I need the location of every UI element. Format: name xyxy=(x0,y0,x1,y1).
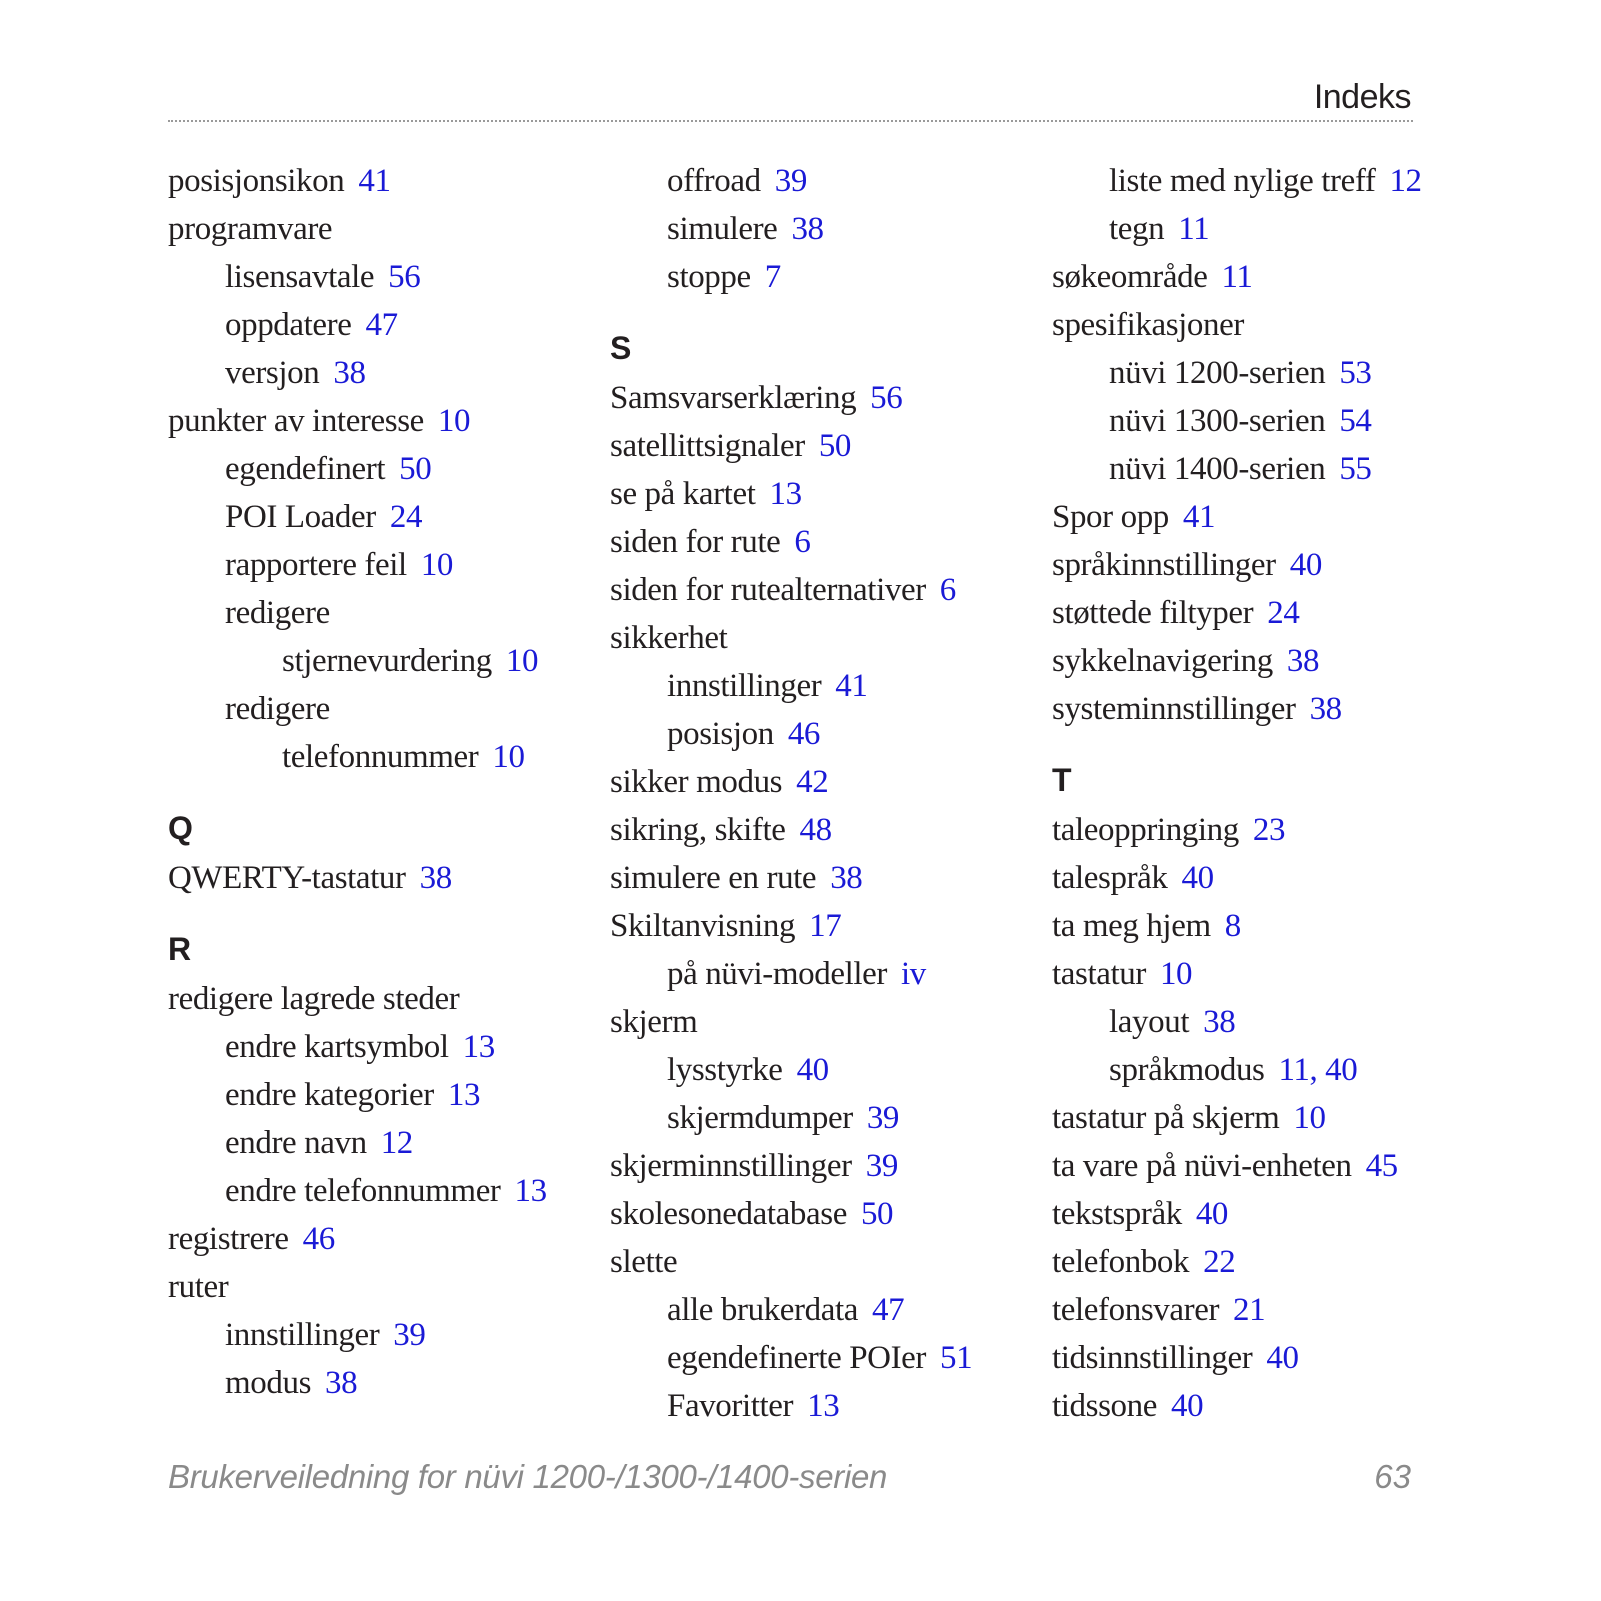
page-reference-link[interactable]: 7 xyxy=(764,259,781,295)
page-reference-link[interactable]: 38 xyxy=(1309,691,1342,727)
index-term: simulere en rute xyxy=(610,860,817,896)
index-entry xyxy=(1052,1286,1452,1334)
page-reference-link[interactable]: 40 xyxy=(1181,860,1214,896)
page-reference-link[interactable]: 40 xyxy=(796,1052,829,1088)
index-entry xyxy=(168,1263,588,1311)
index-entry xyxy=(1052,1142,1452,1190)
index-subentry xyxy=(168,637,588,685)
page-reference-link[interactable]: 40 xyxy=(1195,1196,1229,1232)
page-reference-link[interactable]: 13 xyxy=(514,1173,547,1209)
page-reference-link[interactable]: 23 xyxy=(1252,812,1286,848)
index-term: ta meg hjem xyxy=(1052,908,1211,944)
index-term: talespråk xyxy=(1052,860,1168,896)
page-reference-link[interactable]: 22 xyxy=(1203,1244,1236,1280)
index-entry xyxy=(168,854,588,902)
index-subentry xyxy=(168,1167,588,1215)
index-term: systeminnstillinger xyxy=(1052,691,1296,727)
index-subentry xyxy=(168,733,588,781)
index-term: Favoritter xyxy=(667,1388,794,1424)
page-reference-link[interactable]: 38 xyxy=(830,860,863,896)
index-term: liste med nylige treff xyxy=(1109,163,1376,199)
index-term: simulere xyxy=(667,211,778,247)
index-term: sikker modus xyxy=(610,764,783,800)
page-reference-link[interactable]: 50 xyxy=(860,1196,894,1232)
page-reference-link[interactable]: 10 xyxy=(505,643,539,679)
index-entry xyxy=(610,518,1030,566)
page-reference-link[interactable]: 39 xyxy=(866,1100,900,1136)
index-subentry xyxy=(610,1286,1030,1334)
index-subentry xyxy=(610,1382,1030,1430)
index-subentry xyxy=(1052,1046,1452,1094)
index-term: satellittsignaler xyxy=(610,428,805,464)
index-term: telefonbok xyxy=(1052,1244,1190,1280)
page-reference-link[interactable]: 38 xyxy=(1286,643,1320,679)
index-term: QWERTY-tastatur xyxy=(168,860,406,896)
page-reference-link[interactable]: 38 xyxy=(333,355,366,391)
index-term: endre kartsymbol xyxy=(225,1029,449,1065)
index-term: skjermdumper xyxy=(667,1100,853,1136)
index-letter-heading: R xyxy=(168,931,192,967)
index-subentry xyxy=(610,950,1030,998)
index-subentry xyxy=(168,541,588,589)
index-term: støttede filtyper xyxy=(1052,595,1254,631)
index-subentry xyxy=(168,493,588,541)
index-term: telefonsvarer xyxy=(1052,1292,1220,1328)
page-reference-link[interactable]: 39 xyxy=(774,163,807,199)
page-reference-link[interactable]: 41 xyxy=(358,163,391,199)
index-entry xyxy=(1052,806,1452,854)
index-term: endre telefonnummer xyxy=(225,1173,501,1209)
page-reference-link[interactable]: 45 xyxy=(1365,1148,1398,1184)
footer-page-number: 63 xyxy=(1374,1458,1411,1495)
index-column-3 xyxy=(1052,157,1452,1430)
index-term: endre kategorier xyxy=(225,1077,434,1113)
page-reference-link[interactable]: 47 xyxy=(871,1292,905,1328)
page-reference-link[interactable]: iv xyxy=(900,956,926,992)
index-entry xyxy=(610,854,1030,902)
index-subentry xyxy=(168,349,588,397)
index-term: nüvi 1200-serien xyxy=(1109,355,1326,391)
page-reference-link[interactable]: 46 xyxy=(787,716,821,752)
index-term: offroad xyxy=(667,163,761,199)
page-reference-link[interactable]: 39 xyxy=(393,1317,426,1353)
page-reference-link[interactable]: 38 xyxy=(791,211,824,247)
page-reference-link[interactable]: 40 xyxy=(1266,1340,1299,1376)
index-term: redigere xyxy=(225,691,330,727)
index-subentry xyxy=(610,205,1030,253)
index-term: tidsinnstillinger xyxy=(1052,1340,1253,1376)
page-header-title: Indeks xyxy=(1313,78,1411,116)
page-reference-link[interactable]: 56 xyxy=(870,380,903,416)
index-term: skjerminnstillinger xyxy=(610,1148,852,1184)
index-term: tidssone xyxy=(1052,1388,1157,1424)
index-entry xyxy=(168,1215,588,1263)
index-term: se på kartet xyxy=(610,476,756,512)
index-entry xyxy=(610,374,1030,422)
index-term: språkmodus xyxy=(1109,1052,1265,1088)
index-subentry xyxy=(1052,445,1452,493)
page-reference-link[interactable]: 10 xyxy=(1293,1100,1326,1136)
index-entry xyxy=(610,470,1030,518)
index-term: egendefinerte POIer xyxy=(667,1340,927,1376)
index-subentry xyxy=(610,157,1030,205)
index-term: tastatur xyxy=(1052,956,1146,992)
index-subentry xyxy=(168,253,588,301)
index-subentry xyxy=(610,253,1030,301)
index-entry xyxy=(1052,637,1452,685)
index-term: ta vare på nüvi-enheten xyxy=(1052,1148,1352,1184)
page-reference-link[interactable]: 40 xyxy=(1170,1388,1204,1424)
index-entry xyxy=(610,1142,1030,1190)
index-column-1 xyxy=(168,157,588,1407)
index-term: tekstspråk xyxy=(1052,1196,1182,1232)
index-subentry xyxy=(168,1359,588,1407)
page-reference-link[interactable]: 13 xyxy=(807,1388,840,1424)
index-term: språkinnstillinger xyxy=(1052,547,1276,583)
index-term: alle brukerdata xyxy=(667,1292,858,1328)
index-entry xyxy=(610,806,1030,854)
index-entry xyxy=(1052,301,1452,349)
index-term: sikring, skifte xyxy=(610,812,786,848)
index-term: på nüvi-modeller xyxy=(667,956,887,992)
index-term: siden for rutealternativer xyxy=(610,572,926,608)
index-term: redigere lagrede steder xyxy=(168,981,460,1017)
index-term: nüvi 1300-serien xyxy=(1109,403,1326,439)
index-subentry xyxy=(610,1046,1030,1094)
index-term: innstillinger xyxy=(667,668,822,704)
index-term: posisjon xyxy=(667,716,774,752)
index-term: layout xyxy=(1109,1004,1190,1040)
page-reference-link[interactable]: 6 xyxy=(794,524,811,560)
index-entry xyxy=(1052,1382,1452,1430)
page-reference-link[interactable]: 55 xyxy=(1339,451,1372,487)
index-term: søkeområde xyxy=(1052,259,1208,295)
index-term: posisjonsikon xyxy=(168,163,345,199)
index-term: versjon xyxy=(225,355,320,391)
index-subentry xyxy=(610,710,1030,758)
index-subentry xyxy=(610,662,1030,710)
page-reference-link[interactable]: 24 xyxy=(389,499,423,535)
index-term: stoppe xyxy=(667,259,751,295)
index-term: taleoppringing xyxy=(1052,812,1239,848)
index-letter-heading: S xyxy=(610,330,632,366)
page-reference-link[interactable]: 13 xyxy=(769,476,802,512)
index-term: skolesonedatabase xyxy=(610,1196,847,1232)
index-entry xyxy=(610,758,1030,806)
page-reference-link[interactable]: 10 xyxy=(437,403,471,439)
page-reference-link[interactable]: 38 xyxy=(1203,1004,1236,1040)
page-reference-link[interactable]: 12 xyxy=(380,1125,413,1161)
index-entry xyxy=(1052,541,1452,589)
page-reference-link[interactable]: 42 xyxy=(796,764,829,800)
index-term: Skiltanvisning xyxy=(610,908,796,944)
index-subentry xyxy=(1052,397,1452,445)
index-subentry xyxy=(168,1071,588,1119)
index-term: endre navn xyxy=(225,1125,367,1161)
index-entry xyxy=(610,614,1030,662)
index-letter-heading: Q xyxy=(168,810,193,846)
header-divider xyxy=(168,120,1413,122)
index-term: telefonnummer xyxy=(282,739,479,775)
index-term: lisensavtale xyxy=(225,259,375,295)
page-reference-link[interactable]: 6 xyxy=(939,572,956,608)
index-entry xyxy=(610,1190,1030,1238)
index-term: redigere xyxy=(225,595,330,631)
index-term: sikkerhet xyxy=(610,620,728,656)
page-reference-link[interactable]: 53 xyxy=(1339,355,1372,391)
page-reference-link[interactable]: 48 xyxy=(799,812,832,848)
index-subentry xyxy=(168,1311,588,1359)
index-entry xyxy=(1052,1238,1452,1286)
index-term: spesifikasjoner xyxy=(1052,307,1244,343)
page-reference-link[interactable]: 21 xyxy=(1233,1292,1266,1328)
index-term: Spor opp xyxy=(1052,499,1169,535)
index-term: ruter xyxy=(168,1269,229,1305)
index-term: tastatur på skjerm xyxy=(1052,1100,1280,1136)
page-reference-link[interactable]: 50 xyxy=(818,428,852,464)
index-entry xyxy=(168,975,588,1023)
page-reference-link[interactable]: 54 xyxy=(1339,403,1372,439)
index-entry xyxy=(1052,1190,1452,1238)
page-reference-link[interactable]: 38 xyxy=(419,860,452,896)
index-term: slette xyxy=(610,1244,678,1280)
index-entry xyxy=(1052,589,1452,637)
page-reference-link[interactable]: 11, 40 xyxy=(1278,1052,1358,1088)
index-subentry xyxy=(168,1023,588,1071)
index-subentry xyxy=(1052,998,1452,1046)
page-reference-link[interactable]: 8 xyxy=(1224,908,1241,944)
index-term: lysstyrke xyxy=(667,1052,783,1088)
index-term: innstillinger xyxy=(225,1317,380,1353)
index-term: skjerm xyxy=(610,1004,698,1040)
index-term: oppdatere xyxy=(225,307,352,343)
index-term: egendefinert xyxy=(225,451,386,487)
index-subentry xyxy=(610,1334,1030,1382)
index-term: Samsvarserklæring xyxy=(610,380,857,416)
index-subentry xyxy=(168,685,588,733)
page-reference-link[interactable]: 10 xyxy=(492,739,525,775)
index-entry xyxy=(1052,1334,1452,1382)
index-entry xyxy=(610,902,1030,950)
page-reference-link[interactable]: 24 xyxy=(1267,595,1300,631)
index-entry xyxy=(1052,253,1452,301)
index-entry xyxy=(1052,950,1452,998)
page-reference-link[interactable]: 40 xyxy=(1289,547,1322,583)
index-term: modus xyxy=(225,1365,312,1401)
index-term: POI Loader xyxy=(225,499,376,535)
index-subentry xyxy=(1052,157,1452,205)
page-reference-link[interactable]: 51 xyxy=(940,1340,973,1376)
index-subentry xyxy=(168,445,588,493)
index-subentry xyxy=(610,1094,1030,1142)
index-term: programvare xyxy=(168,211,333,247)
index-entry xyxy=(1052,685,1452,733)
page-reference-link[interactable]: 12 xyxy=(1389,163,1422,199)
index-term: punkter av interesse xyxy=(168,403,424,439)
footer-manual-title: Brukerveiledning for nüvi 1200-/1300-/1400-serien xyxy=(168,1458,888,1495)
index-entry xyxy=(168,157,588,205)
index-term: siden for rute xyxy=(610,524,781,560)
page-reference-link[interactable]: 50 xyxy=(399,451,432,487)
index-term: sykkelnavigering xyxy=(1052,643,1273,679)
index-column-2 xyxy=(610,157,1030,1430)
page-reference-link[interactable]: 13 xyxy=(447,1077,481,1113)
page-reference-link[interactable]: 39 xyxy=(865,1148,898,1184)
index-subentry xyxy=(168,589,588,637)
index-subentry xyxy=(168,301,588,349)
page-reference-link[interactable]: 17 xyxy=(809,908,842,944)
index-entry xyxy=(1052,1094,1452,1142)
index-subentry xyxy=(1052,349,1452,397)
index-entry xyxy=(610,998,1030,1046)
index-entry xyxy=(610,1238,1030,1286)
index-entry xyxy=(1052,493,1452,541)
index-entry xyxy=(1052,854,1452,902)
page-reference-link[interactable]: 41 xyxy=(1182,499,1216,535)
index-entry xyxy=(168,205,588,253)
index-entry xyxy=(610,422,1030,470)
page-reference-link[interactable]: 38 xyxy=(325,1365,358,1401)
page-reference-link[interactable]: 56 xyxy=(388,259,421,295)
index-letter-heading: T xyxy=(1052,762,1072,798)
page-reference-link[interactable]: 41 xyxy=(835,668,868,704)
page-reference-link[interactable]: 11 xyxy=(1178,211,1210,247)
index-term: registrere xyxy=(168,1221,289,1257)
page-reference-link[interactable]: 11 xyxy=(1221,259,1253,295)
index-term: tegn xyxy=(1109,211,1165,247)
page-reference-link[interactable]: 46 xyxy=(302,1221,335,1257)
page-reference-link[interactable]: 47 xyxy=(365,307,398,343)
index-subentry xyxy=(168,1119,588,1167)
index-entry xyxy=(610,566,1030,614)
index-term: nüvi 1400-serien xyxy=(1109,451,1326,487)
index-subentry xyxy=(1052,205,1452,253)
page-reference-link[interactable]: 10 xyxy=(420,547,454,583)
page-reference-link[interactable]: 13 xyxy=(462,1029,495,1065)
index-entry xyxy=(1052,902,1452,950)
page-reference-link[interactable]: 10 xyxy=(1159,956,1193,992)
index-term: rapportere feil xyxy=(225,547,407,583)
index-entry xyxy=(168,397,588,445)
index-term: stjernevurdering xyxy=(282,643,492,679)
